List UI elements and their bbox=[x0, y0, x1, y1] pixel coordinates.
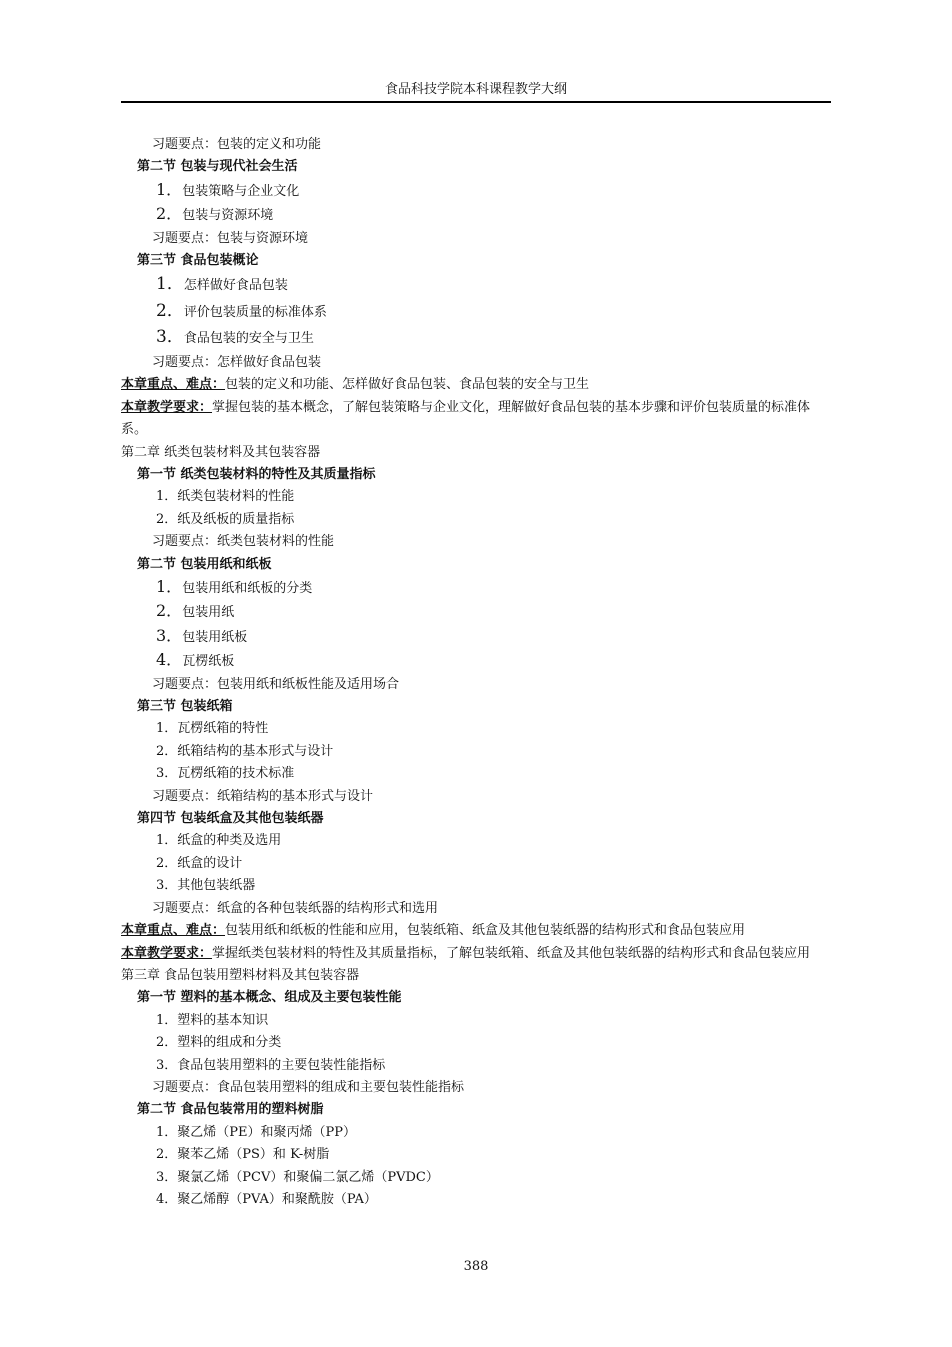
section-heading: 第二节 包装用纸和纸板 bbox=[137, 556, 272, 572]
exercise-point: 习题要点：食品包装用塑料的组成和主要包装性能指标 bbox=[152, 1079, 465, 1095]
list-item bbox=[121, 509, 831, 531]
key-label: 本章教学要求： bbox=[121, 945, 213, 961]
list-item bbox=[121, 741, 831, 763]
key-text: 包装的定义和功能、怎样做好食品包装、食品包装的安全与卫生 bbox=[225, 377, 590, 393]
exercise-point: 习题要点：包装的定义和功能 bbox=[152, 137, 322, 152]
list-number: 1． bbox=[156, 721, 178, 737]
list-item bbox=[121, 875, 831, 897]
list-number: 2． bbox=[156, 601, 183, 621]
exercise-point: 习题要点：包装与资源环境 bbox=[152, 230, 309, 246]
list-text: 评价包装质量的标准体系 bbox=[183, 304, 327, 320]
list-text: 塑料的组成和分类 bbox=[177, 1035, 282, 1051]
list-item bbox=[121, 625, 831, 649]
list-number: 3． bbox=[156, 878, 178, 894]
list-number: 4． bbox=[156, 650, 183, 670]
list-text: 包装用纸 bbox=[182, 605, 235, 621]
list-text: 纸及纸板的质量指标 bbox=[177, 511, 295, 527]
list-text: 纸箱结构的基本形式与设计 bbox=[177, 743, 334, 759]
list-number: 2． bbox=[156, 1147, 178, 1163]
exercise-point: 习题要点：纸盒的各种包装纸器的结构形式和选用 bbox=[152, 900, 439, 916]
list-number: 3． bbox=[156, 327, 184, 348]
section-heading: 第三节 包装纸箱 bbox=[137, 699, 233, 715]
chapter-key-point bbox=[121, 397, 831, 442]
list-item bbox=[121, 1167, 831, 1189]
section-heading: 第三节 食品包装概论 bbox=[137, 253, 259, 269]
list-text: 塑料的基本知识 bbox=[177, 1012, 269, 1028]
list-number: 3． bbox=[156, 1057, 178, 1073]
list-text: 聚乙烯（PE）和聚丙烯（PP） bbox=[177, 1124, 357, 1140]
list-item bbox=[121, 763, 831, 785]
list-item bbox=[121, 179, 831, 203]
list-text: 纸类包装材料的性能 bbox=[177, 489, 295, 505]
list-number: 3． bbox=[156, 625, 183, 645]
list-item bbox=[121, 1010, 831, 1032]
list-text: 瓦楞纸箱的技术标准 bbox=[177, 766, 295, 782]
list-number: 1． bbox=[156, 1124, 178, 1140]
exercise-point: 习题要点：怎样做好食品包装 bbox=[152, 354, 322, 370]
key-label: 本章重点、难点： bbox=[121, 377, 226, 393]
list-text: 包装用纸和纸板的分类 bbox=[182, 581, 313, 596]
list-number: 1． bbox=[156, 1012, 178, 1028]
list-number: 2． bbox=[156, 743, 178, 759]
list-item bbox=[121, 486, 831, 508]
list-number: 1． bbox=[156, 179, 183, 199]
key-text: 掌握包装的基本概念，了解包装策略与企业文化，理解做好食品包装的基本步骤和评价包装质量的标准体系。 bbox=[121, 399, 811, 438]
list-text: 聚乙烯醇（PVA）和聚酰胺（PA） bbox=[177, 1191, 377, 1207]
chapter-key-point bbox=[121, 920, 831, 942]
list-item bbox=[121, 853, 831, 875]
list-number: 1． bbox=[156, 274, 184, 295]
list-number: 2． bbox=[156, 855, 178, 871]
exercise-point: 习题要点：纸箱结构的基本形式与设计 bbox=[152, 788, 374, 804]
list-text: 纸盒的设计 bbox=[177, 855, 243, 871]
list-item bbox=[121, 1032, 831, 1054]
list-item bbox=[121, 1189, 831, 1211]
list-number: 2． bbox=[156, 1035, 178, 1051]
list-item bbox=[121, 649, 831, 673]
section-heading: 第一节 纸类包装材料的特性及其质量指标 bbox=[137, 466, 376, 482]
list-item bbox=[121, 600, 831, 624]
list-item bbox=[121, 1055, 831, 1077]
list-item bbox=[121, 718, 831, 740]
list-text: 聚苯乙烯（PS）和 K-树脂 bbox=[177, 1147, 330, 1163]
chapter-key-point bbox=[121, 943, 831, 965]
list-text: 包装策略与企业文化 bbox=[182, 183, 300, 199]
list-number: 2． bbox=[156, 511, 178, 527]
list-text: 聚氯乙烯（PCV）和聚偏二氯乙烯（PVDC） bbox=[177, 1169, 439, 1185]
list-number: 1． bbox=[156, 577, 183, 596]
chapter-heading: 第二章 纸类包装材料及其包装容器 bbox=[121, 444, 321, 460]
list-text: 食品包装用塑料的主要包装性能指标 bbox=[177, 1057, 386, 1073]
list-number: 2． bbox=[156, 204, 183, 224]
list-text: 怎样做好食品包装 bbox=[183, 278, 288, 294]
syllabus-body bbox=[121, 134, 831, 1211]
section-heading: 第二节 食品包装常用的塑料树脂 bbox=[137, 1102, 324, 1118]
key-label: 本章重点、难点： bbox=[121, 923, 226, 939]
page-header-title: 食品科技学院本科课程教学大纲 bbox=[384, 82, 567, 97]
list-text: 包装与资源环境 bbox=[182, 208, 274, 224]
list-number: 3． bbox=[156, 766, 178, 782]
list-item bbox=[121, 203, 831, 227]
list-item bbox=[121, 830, 831, 852]
list-item bbox=[121, 299, 831, 326]
exercise-point: 习题要点：纸类包装材料的性能 bbox=[152, 534, 335, 550]
section-heading: 第一节 塑料的基本概念、组成及主要包装性能 bbox=[137, 990, 402, 1006]
list-number: 4． bbox=[156, 1191, 178, 1207]
list-number: 3． bbox=[156, 1169, 178, 1185]
chapter-key-point bbox=[121, 374, 831, 396]
section-heading: 第二节 包装与现代社会生活 bbox=[137, 159, 298, 175]
list-text: 瓦楞纸板 bbox=[182, 654, 235, 670]
list-item bbox=[121, 1144, 831, 1166]
list-text: 其他包装纸器 bbox=[177, 878, 256, 894]
list-text: 食品包装的安全与卫生 bbox=[183, 331, 314, 347]
list-item bbox=[121, 272, 831, 299]
list-item bbox=[121, 576, 831, 600]
list-number: 1． bbox=[156, 489, 178, 505]
page-number: 388 bbox=[463, 1259, 489, 1274]
key-text: 包装用纸和纸板的性能和应用，包装纸箱、纸盒及其他包装纸器的结构形式和食品包装应用 bbox=[225, 923, 746, 939]
list-text: 瓦楞纸箱的特性 bbox=[177, 721, 269, 737]
header-rule bbox=[121, 101, 831, 103]
chapter-heading: 第三章 食品包装用塑料材料及其包装容器 bbox=[121, 967, 360, 983]
list-item bbox=[121, 325, 831, 352]
list-text: 纸盒的种类及选用 bbox=[177, 833, 282, 849]
list-number: 2． bbox=[156, 300, 184, 321]
key-text: 掌握纸类包装材料的特性及其质量指标，了解包装纸箱、纸盒及其他包装纸器的结构形式和食品包装应用 bbox=[212, 945, 811, 961]
section-heading: 第四节 包装纸盒及其他包装纸器 bbox=[137, 811, 324, 827]
key-label: 本章教学要求： bbox=[121, 399, 213, 415]
list-item bbox=[121, 1122, 831, 1144]
exercise-point: 习题要点：包装用纸和纸板性能及适用场合 bbox=[152, 676, 400, 692]
list-number: 1． bbox=[156, 833, 178, 849]
list-text: 包装用纸板 bbox=[182, 629, 248, 645]
